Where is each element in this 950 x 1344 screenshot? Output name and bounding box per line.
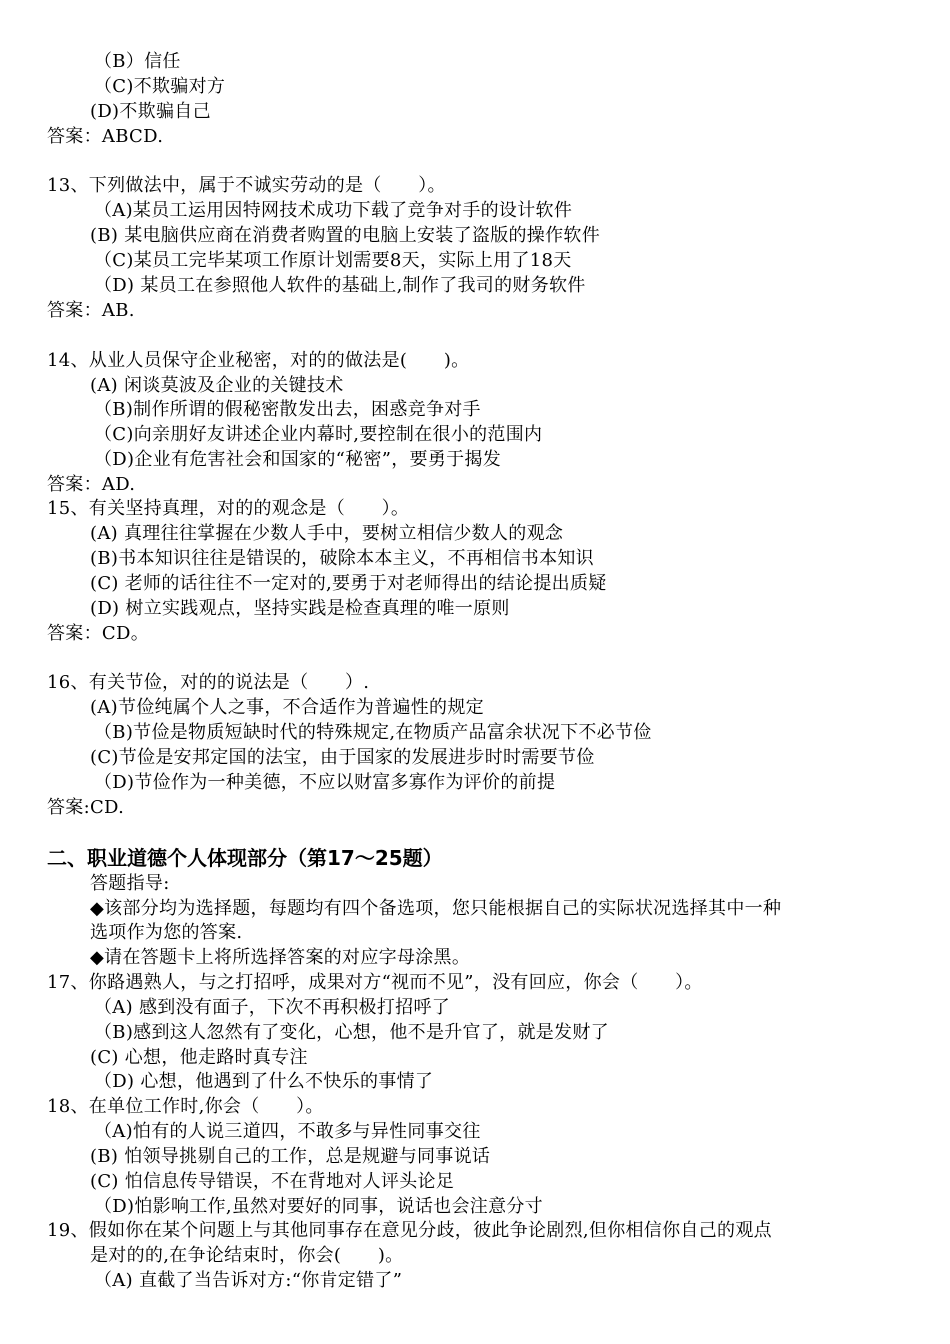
q12-option-d: (D)不欺骗自己: [90, 101, 211, 122]
q19-option-a: （A) 直截了当告诉对方:“你肯定错了”: [94, 1270, 403, 1291]
q15-option-a: (A) 真理往往掌握在少数人手中，要树立相信少数人的观念: [90, 523, 564, 544]
q15-answer: 答案：CD。: [47, 623, 150, 644]
q14-option-b: （B)制作所谓的假秘密散发出去，困惑竞争对手: [94, 399, 481, 420]
q15-option-b: (B)书本知识往往是错误的，破除本本主义，不再相信书本知识: [90, 548, 594, 569]
q15-stem: 15、有关坚持真理，对的的观念是（ ）。: [47, 498, 410, 519]
q19-stem-cont: 是对的的,在争论结束时，你会( )。: [90, 1245, 404, 1266]
q13-option-a: （A)某员工运用因特网技术成功下载了竞争对手的设计软件: [94, 200, 573, 221]
q16-answer: 答案:CD.: [47, 797, 125, 818]
q12-option-b: （B）信任: [94, 51, 181, 72]
q14-option-c: （C)向亲朋好友讲述企业内幕时,要控制在很小的范围内: [94, 424, 543, 445]
q12-answer: 答案：ABCD.: [47, 126, 164, 147]
q17-stem: 17、你路遇熟人，与之打招呼，成果对方“视而不见”，没有回应，你会（ ）。: [47, 972, 703, 993]
q16-option-d: （D)节俭作为一种美德，不应以财富多寡作为评价的前提: [94, 772, 556, 793]
q16-stem: 16、有关节俭，对的的说法是（ ）.: [47, 672, 370, 693]
q13-option-c: （C)某员工完毕某项工作原计划需要8天，实际上用了18天: [94, 250, 572, 271]
q18-stem: 18、在单位工作时,你会（ ）。: [47, 1096, 324, 1117]
q18-option-c: (C) 怕信息传导错误，不在背地对人评头论足: [90, 1171, 455, 1192]
q17-option-c: (C) 心想，他走路时真专注: [90, 1047, 308, 1068]
guide-line-1: ◆该部分均为选择题，每题均有四个备选项，您只能根据自己的实际状况选择其中一种: [90, 898, 782, 919]
q17-option-a: （A) 感到没有面子，下次不再积极打招呼了: [94, 997, 451, 1018]
guide-line-2: ◆请在答题卡上将所选择答案的对应字母涂黑。: [90, 947, 471, 968]
q16-option-a: (A)节俭纯属个人之事，不合适作为普遍性的规定: [90, 697, 484, 718]
q13-answer: 答案：AB.: [47, 300, 135, 321]
guide-title: 答题指导:: [90, 873, 170, 894]
q18-option-a: （A)怕有的人说三道四，不敢多与异性同事交往: [94, 1121, 481, 1142]
q14-option-d: （D)企业有危害社会和国家的“秘密”，要勇于揭发: [94, 449, 502, 470]
q17-option-d: （D) 心想，他遇到了什么不快乐的事情了: [94, 1071, 434, 1092]
q16-option-b: （B)节俭是物质短缺时代的特殊规定,在物质产品富余状况下不必节俭: [94, 722, 652, 743]
q14-stem: 14、从业人员保守企业秘密，对的的做法是( )。: [47, 350, 470, 371]
q13-option-b: (B) 某电脑供应商在消费者购置的电脑上安装了盗版的操作软件: [90, 225, 600, 246]
q12-option-c: （C)不欺骗对方: [94, 76, 226, 97]
q13-option-d: （D) 某员工在参照他人软件的基础上,制作了我司的财务软件: [94, 275, 586, 296]
q14-option-a: (A) 闲谈莫波及企业的关键技术: [90, 375, 344, 396]
q15-option-c: (C) 老师的话往往不一定对的,要勇于对老师得出的结论提出质疑: [90, 573, 607, 594]
section-heading: 二、职业道德个人体现部分（第17～25题）: [47, 846, 443, 870]
q15-option-d: (D) 树立实践观点，坚持实践是检查真理的唯一原则: [90, 598, 510, 619]
q18-option-d: （D)怕影响工作,虽然对要好的同事，说话也会注意分寸: [94, 1196, 543, 1217]
q18-option-b: (B) 怕领导挑剔自己的工作，总是规避与同事说话: [90, 1146, 491, 1167]
q14-answer: 答案：AD.: [47, 474, 136, 495]
q17-option-b: （B)感到这人忽然有了变化，心想，他不是升官了，就是发财了: [94, 1022, 609, 1043]
q19-stem: 19、假如你在某个问题上与其他同事存在意见分歧，彼此争论剧烈,但你相信你自己的观点: [47, 1220, 772, 1241]
q13-stem: 13、下列做法中，属于不诚实劳动的是（ ）。: [47, 175, 446, 196]
guide-line-1-cont: 选项作为您的答案.: [90, 922, 243, 943]
q16-option-c: (C)节俭是安邦定国的法宝，由于国家的发展进步时时需要节俭: [90, 747, 595, 768]
